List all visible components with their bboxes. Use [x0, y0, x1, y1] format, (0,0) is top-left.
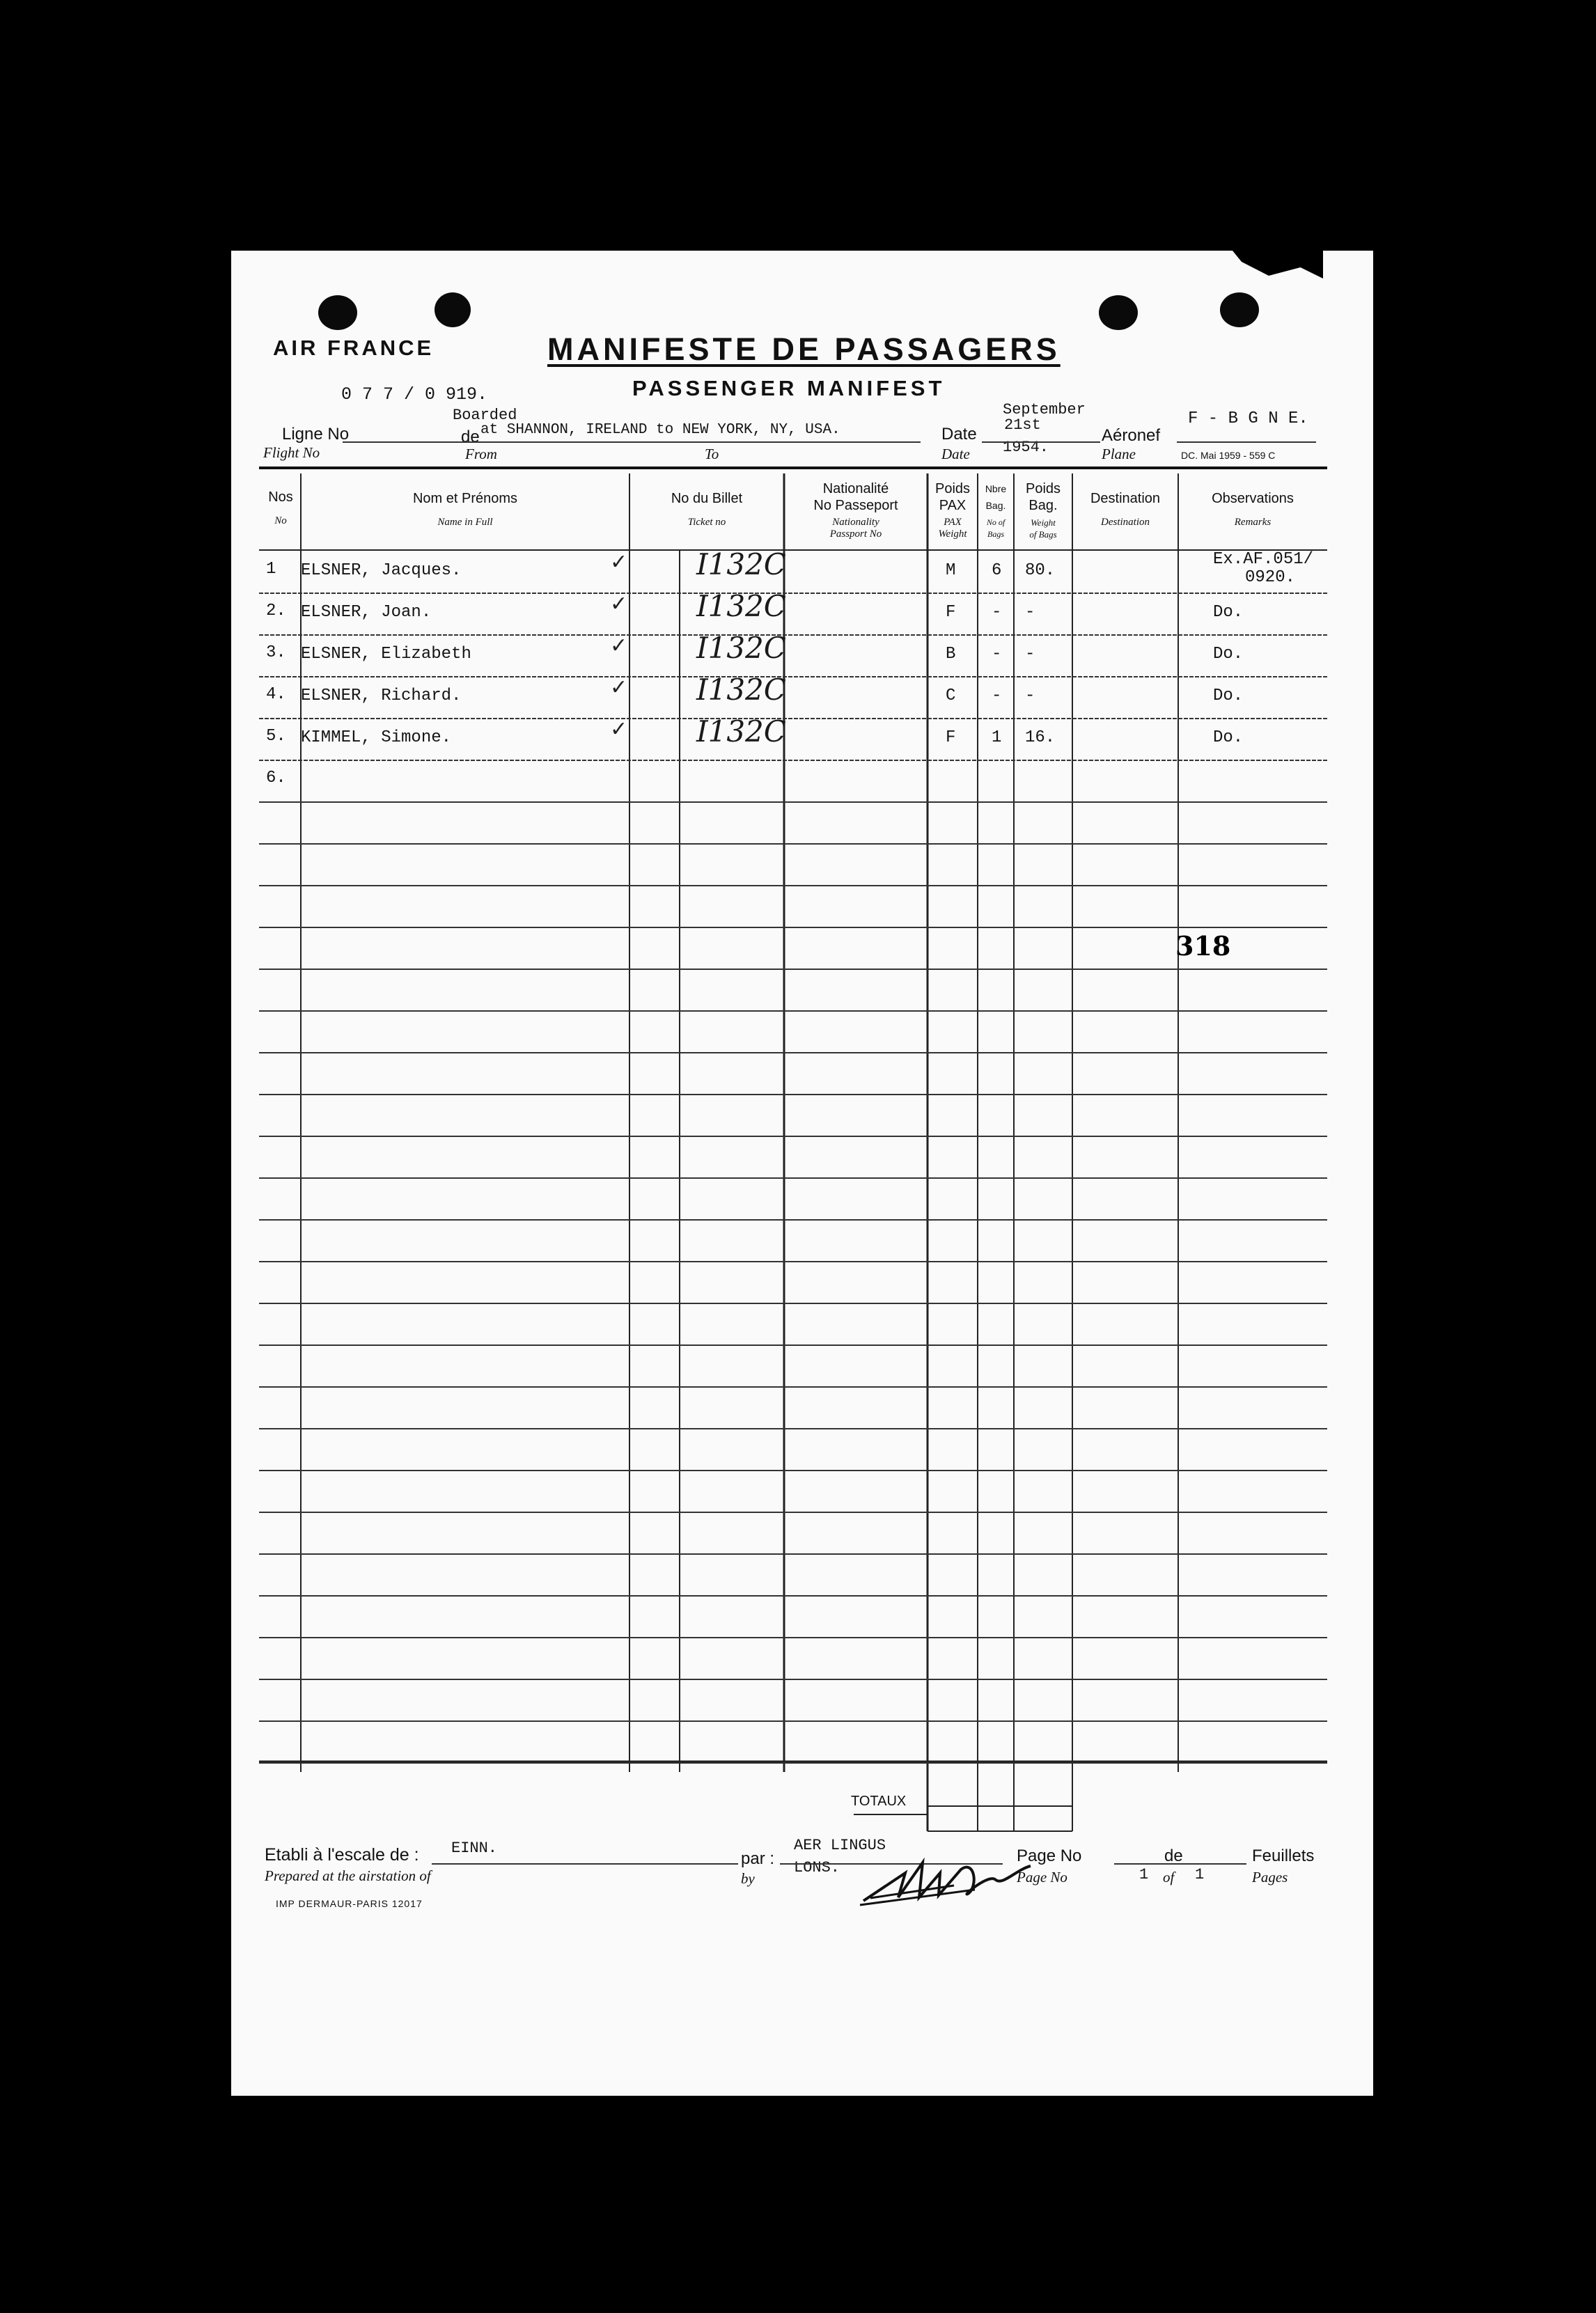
total-pages: 1 [1195, 1866, 1205, 1883]
agent-name-2: LONS. [794, 1859, 840, 1876]
col-name-fr: Nom et Prénoms [412, 491, 518, 506]
ligne-label: Ligne No [282, 425, 350, 444]
prepared-label: Prepared at the airstation of [265, 1867, 431, 1884]
totaux-label: TOTAUX [851, 1794, 907, 1809]
check-mark: ✓ [610, 592, 628, 616]
station-value: EINN. [451, 1840, 498, 1857]
passenger-name: ELSNER, Elizabeth [301, 645, 471, 664]
col-num-fr: Nos [268, 489, 293, 505]
boarded-label: Boarded [453, 407, 517, 424]
ticket-number: I132C [696, 631, 786, 665]
page-label: Page No [1017, 1847, 1082, 1865]
col-header-ticket-en [629, 517, 784, 528]
pax-type: F [946, 603, 956, 622]
date-label: Date [941, 425, 977, 444]
pax-type: B [946, 645, 956, 664]
date-month: September [1003, 401, 1086, 418]
col-bagw-en2: of Bags [1029, 529, 1057, 540]
col-header-nationality [784, 480, 928, 514]
manifest-title-fr: MANIFESTE DE PASSAGERS [547, 331, 1061, 367]
ticket-number: I132C [696, 589, 786, 623]
bag-weight: - [1025, 603, 1035, 622]
passenger-name: ELSNER, Richard. [301, 687, 462, 705]
col-header-ticket [629, 490, 784, 507]
col-header-pax [928, 480, 978, 514]
bag-count: - [992, 603, 1002, 622]
col-header-observations [1178, 490, 1327, 507]
row-number: 4. [266, 685, 286, 704]
bag-weight: - [1025, 687, 1035, 705]
remarks: Do. [1213, 603, 1244, 622]
col-obs-fr: Observations [1212, 491, 1294, 506]
route-text: at SHANNON, IRELAND to NEW YORK, NY, USA. [480, 422, 840, 438]
page-label-en: Page No [1017, 1869, 1067, 1885]
col-nat-fr2: No Passeport [813, 498, 898, 513]
passenger-name: KIMMEL, Simone. [301, 728, 452, 747]
col-header-num [263, 489, 298, 505]
col-header-bags-en [978, 517, 1014, 540]
by-label: by [741, 1870, 755, 1887]
col-header-name [301, 490, 629, 507]
row-number: 3. [266, 643, 286, 662]
bag-count: - [992, 645, 1002, 664]
col-header-destination [1072, 490, 1178, 507]
row-number: 5. [266, 727, 286, 746]
flight-label: Flight No [263, 444, 320, 461]
row-number: 2. [266, 602, 286, 620]
form-code: DC. Mai 1959 - 559 C [1181, 450, 1276, 461]
station-underline [432, 1863, 738, 1865]
pages-label: Pages [1252, 1869, 1288, 1885]
check-mark: ✓ [610, 634, 628, 658]
bag-weight: 80. [1025, 561, 1056, 580]
passenger-name: ELSNER, Joan. [301, 603, 432, 622]
col-ticket-fr: No du Billet [671, 491, 743, 506]
col-bagw-en1: Weight [1031, 517, 1056, 528]
check-mark: ✓ [610, 675, 628, 700]
col-nat-en2: Passport No [829, 528, 882, 540]
airline-name: AIR FRANCE [273, 336, 435, 360]
bag-weight: - [1025, 645, 1035, 664]
ticket-number: I132C [696, 547, 786, 581]
of-label: of [1163, 1869, 1175, 1885]
ticket-number: I132C [696, 673, 786, 707]
remarks: Do. [1213, 728, 1244, 747]
signature [856, 1831, 1038, 1908]
from-label: From [465, 446, 497, 462]
col-nat-fr1: Nationalité [822, 481, 889, 496]
page-underline [1114, 1863, 1246, 1865]
passenger-name: ELSNER, Jacques. [301, 561, 462, 580]
par-label: par : [741, 1849, 775, 1868]
col-ticket-en: Ticket no [687, 517, 726, 528]
de-label-footer: de [1164, 1847, 1183, 1865]
check-mark: ✓ [610, 717, 628, 742]
date-day: 21st [1004, 416, 1041, 434]
col-header-num-en [263, 515, 298, 527]
col-pax-fr2: PAX [939, 498, 967, 513]
de-label: de [461, 428, 480, 446]
col-pax-en1: PAX [944, 517, 962, 528]
check-mark: ✓ [610, 550, 628, 574]
stamp-number: 318 [1175, 930, 1231, 962]
pax-type: C [946, 687, 956, 705]
col-dest-fr: Destination [1090, 491, 1161, 506]
col-name-en: Name in Full [437, 517, 493, 528]
bag-weight: 16. [1025, 728, 1056, 747]
aeronef-value: F - B G N E. [1188, 409, 1308, 428]
date-year: 1954. [1003, 439, 1049, 456]
col-nat-en1: Nationality [832, 517, 879, 528]
bag-count: 6 [992, 561, 1002, 580]
col-bagw-fr1: Poids [1025, 481, 1061, 496]
printer-imprint: IMP DERMAUR-PARIS 12017 [276, 1898, 423, 1909]
pax-type: F [946, 728, 956, 747]
row-number: 1 [266, 560, 276, 579]
remarks: Do. [1213, 645, 1244, 664]
col-bags-fr2: Bag. [985, 500, 1006, 511]
remarks-2: 0920. [1245, 568, 1296, 587]
col-header-bags [978, 480, 1014, 514]
remarks: Ex.AF.051/ [1213, 550, 1314, 569]
bag-count: 1 [992, 728, 1002, 747]
remarks: Do. [1213, 687, 1244, 705]
col-bagw-fr2: Bag. [1028, 498, 1058, 513]
reference-number: 0 7 7 / 0 919. [341, 384, 488, 405]
col-dest-en: Destination [1101, 517, 1150, 528]
manifest-title-en: PASSENGER MANIFEST [632, 376, 946, 400]
pax-type: M [946, 561, 956, 580]
col-pax-fr1: Poids [934, 481, 971, 496]
col-bags-fr1: Nbre [985, 483, 1007, 494]
col-header-nationality-en [784, 517, 928, 540]
totaux-underline [854, 1814, 928, 1815]
agent-name: AER LINGUS [794, 1837, 886, 1854]
col-header-destination-en [1072, 517, 1178, 528]
plane-label: Plane [1102, 446, 1136, 462]
col-header-name-en [301, 517, 629, 528]
date-label-en: Date [941, 446, 970, 462]
bag-count: - [992, 687, 1002, 705]
col-pax-en2: Weight [938, 528, 967, 540]
aeronef-label: Aéronef [1102, 426, 1161, 445]
col-obs-en: Remarks [1234, 517, 1272, 528]
row-number: 6. [266, 769, 286, 787]
feuillets-label: Feuillets [1252, 1847, 1315, 1865]
col-num-en: No [274, 515, 287, 526]
col-bags-en1: No of [986, 517, 1006, 527]
col-header-bagweight-en [1014, 517, 1072, 540]
etabli-label: Etabli à l'escale de : [265, 1845, 419, 1865]
ticket-number: I132C [696, 714, 786, 748]
col-header-observations-en [1178, 517, 1327, 528]
to-label: To [705, 446, 719, 462]
col-bags-en2: Bags [987, 529, 1004, 539]
page-number: 1 [1139, 1866, 1149, 1883]
col-header-pax-en [928, 517, 978, 540]
col-header-bagweight [1014, 480, 1072, 514]
